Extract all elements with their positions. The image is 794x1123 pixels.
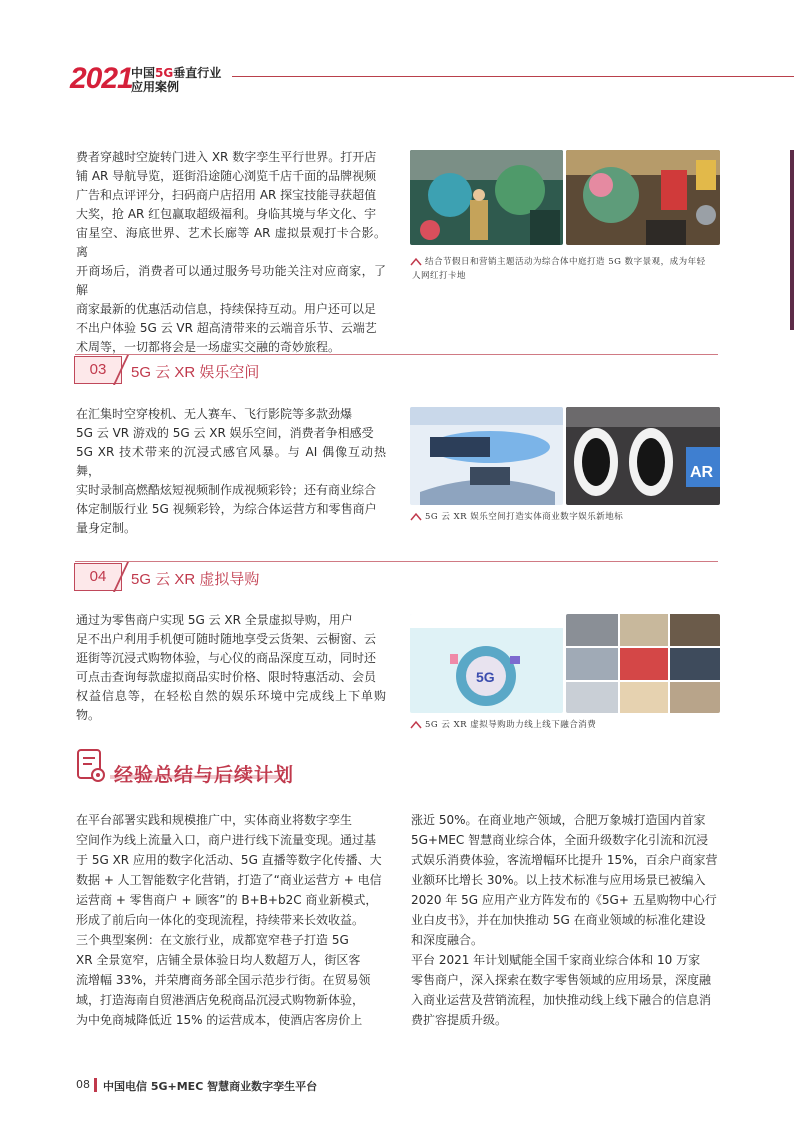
intro-paragraph: 费者穿越时空旋转门进入 XR 数字孪生平行世界。打开店 铺 AR 导航导览，逛街沿途随心浏览千店千面的品牌视频 广告和点评评分，扫码商户店招用 AR 探宝技能寻获超值 大奖，抢 AR 红包赢取超级福利。身临其境与华文化、宇 宙星空、海底世界、艺术长廊等 AR 虚拟景观打卡合影。离 开商场后，消费者可以通过服务号功能关注对应商家，了解 商家最新的优惠活动信息，持续保持互动。用户还可以足 不出户体验 5G 云 VR 超高清带来的云端音乐节、云端艺 术周等，一切都将会是一场虚实交融的奇妙旅程。 bbox=[76, 150, 386, 354]
mall-atrium-photo-2 bbox=[566, 150, 720, 245]
virtual-shopping-screen bbox=[410, 614, 563, 713]
footer-divider bbox=[94, 1078, 97, 1092]
intro-caption-line1: 结合节假日和营销主题活动为综合体中庭打造 5G 数字景观，成为年轻 bbox=[425, 257, 706, 267]
caption-marker-icon bbox=[410, 257, 422, 266]
section03-title: 5G 云 XR 娱乐空间 bbox=[131, 364, 260, 381]
intro-caption bbox=[410, 255, 725, 283]
caption-marker-icon bbox=[410, 512, 422, 521]
page-edge-marker bbox=[790, 150, 794, 330]
xr-space-photo-1 bbox=[410, 407, 563, 505]
page-number: 08 bbox=[76, 1078, 90, 1091]
section04-title: 5G 云 XR 虚拟导购 bbox=[131, 571, 260, 588]
virtual-screen-5g-label: 5G bbox=[476, 669, 495, 685]
header-divider bbox=[232, 76, 794, 77]
section03-caption-text: 5G 云 XR 娱乐空间打造实体商业数字娱乐新地标 bbox=[425, 512, 624, 522]
footer-text: 中国电信 5G+MEC 智慧商业数字孪生平台 bbox=[103, 1080, 318, 1093]
section04-paragraph: 通过为零售商户实现 5G 云 XR 全景虚拟导购，用户 足不出户利用手机便可随时随地享受云货架、云橱窗、云 逛街等沉浸式购物体验，与心仪的商品深度互动，同时还 可点击查询每款虚拟商品实时价格、限时特惠活动、会员 权益信息等，在轻松自然的娱乐环境中完成线上下单购物。 bbox=[76, 613, 386, 722]
section03-paragraph: 在汇集时空穿梭机、无人赛车、飞行影院等多款劲爆 5G 云 VR 游戏的 5G 云 XR 娱乐空间，消费者争相感受 5G XR 技术带来的沉浸式感官风暴。与 AI 偶像互动热舞， 实时录制高燃酷炫短视频制作成视频彩铃；还有商业综合 体定制版行业 5G 视频彩铃，为综合体运营方和零售商户 量身定制。 bbox=[76, 407, 386, 535]
section04-caption-text: 5G 云 XR 虚拟导购助力线上线下融合消费 bbox=[425, 720, 597, 730]
section04-divider bbox=[75, 561, 718, 562]
caption-marker-icon bbox=[410, 720, 422, 729]
section03-number: 03 bbox=[74, 356, 122, 384]
summary-title: 经验总结与后续计划 bbox=[114, 765, 295, 786]
header-title-line2: 应用案例 bbox=[131, 80, 180, 94]
header-title-suffix: 垂直行业 bbox=[173, 66, 222, 80]
document-icon bbox=[76, 748, 106, 782]
header-title-accent: 5G bbox=[155, 66, 174, 80]
store-collage-photo bbox=[566, 614, 720, 713]
section04-caption bbox=[410, 718, 725, 732]
svg-text:AR: AR bbox=[690, 464, 714, 481]
header-title-prefix: 中国 bbox=[131, 66, 156, 80]
header-title bbox=[131, 66, 221, 94]
section04-number: 04 bbox=[74, 563, 122, 591]
section03-caption bbox=[410, 510, 725, 524]
summary-left-column: 在平台部署实践和规模推广中，实体商业将数字孪生 空间作为线上流量入口，商户进行线下流量变现。通过基 于 5G XR 应用的数字化活动、5G 直播等数字化传播、大 数据 + 人工智能数字化营销，打造了“商业运营方 + 电信 运营商 + 零售商户 + 顾客”的 B+B+b2C 商业新模式， 形成了前后向一体化的变现流程，持续带来长效收益。 三个典型案例：在文旅行业，成都宽窄巷子打造 5G XR 全景宽窄，店铺全景体验日均人数超万人，街区客 流增幅 33%，并荣膺商务部全国示范步行街。在贸易领 域，打造海南自贸港酒店免税商品沉浸式购物新体验， 为中免商城降低近 15% 的运营成本，使酒店客房价上 bbox=[76, 813, 382, 1027]
summary-right-column: 涨近 50%。在商业地产领域，合肥万象城打造国内首家 5G+MEC 智慧商业综合体，全面升级数字化引流和沉浸 式娱乐消费体验，客流增幅环比提升 15%，百余户商家营 业额环比增长 30%。以上技术标准与应用场景已被编入 2020 年 5G 应用产业方阵发布的《5G+ 五星购物中心行 业白皮书》，并在加快推动 5G 在商业领域的标准化建设 和深度融合。 平台 2021 年计划赋能全国千家商业综合体和 10 万家 零售商户，深入探索在数字零售领域的应用场景，深度融 入商业运营及营销流程，加快推动线上线下融合的信息消 费扩容提质升级。 bbox=[411, 813, 718, 1027]
year-logo: 2021 bbox=[70, 62, 133, 95]
section03-divider bbox=[75, 354, 718, 355]
mall-atrium-photo-1 bbox=[410, 150, 563, 245]
xr-space-photo-2 bbox=[566, 407, 720, 505]
intro-caption-line2: 人网红打卡地 bbox=[412, 271, 467, 281]
